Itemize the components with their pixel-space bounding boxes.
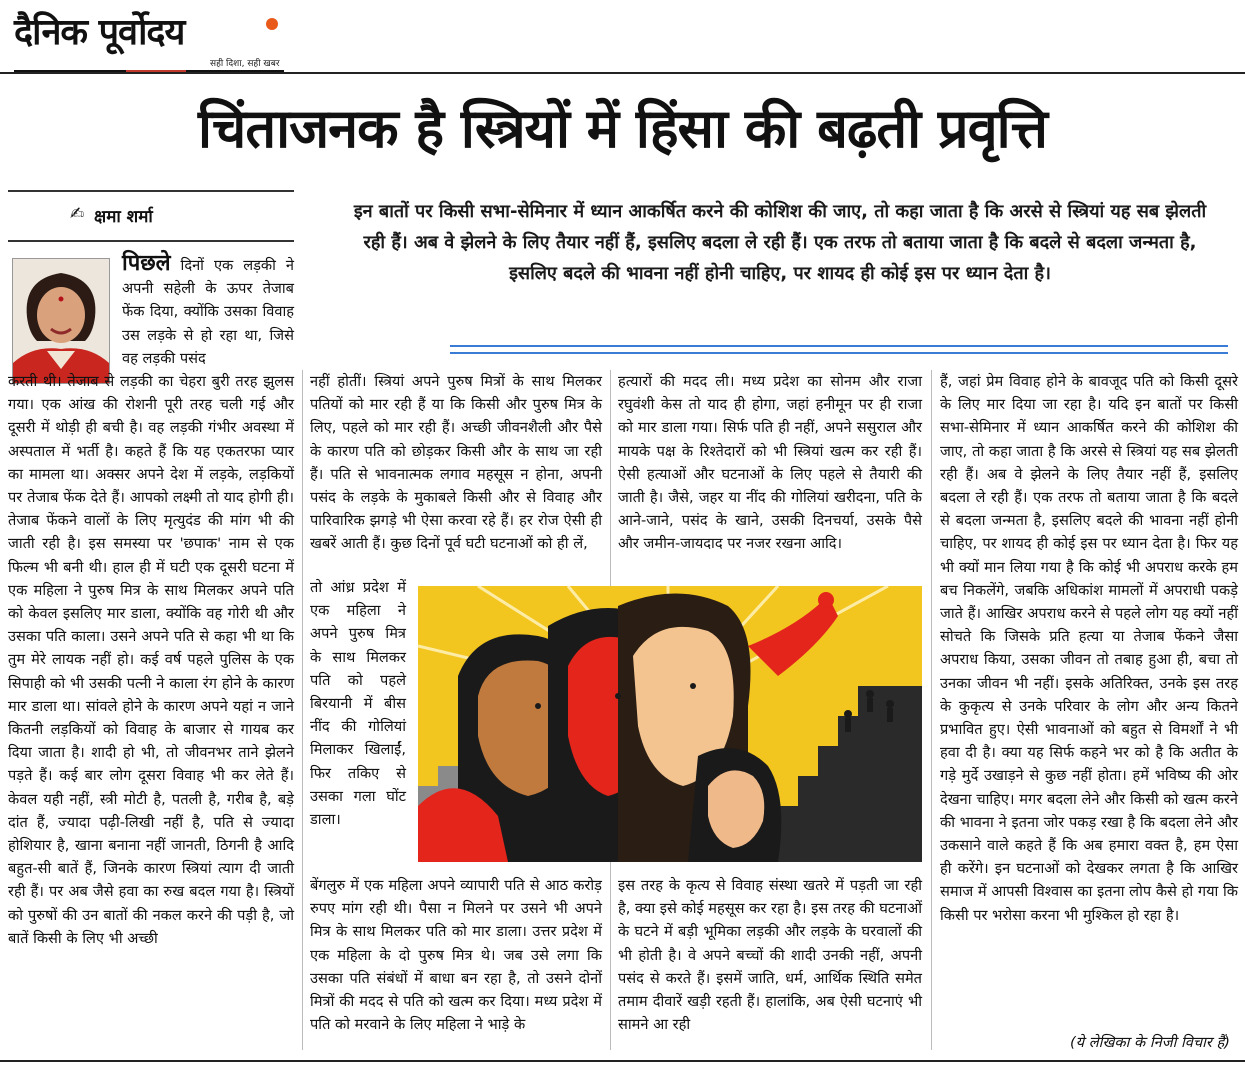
tagline: सही दिशा, सही खबर — [210, 59, 280, 69]
author-name: क्षमा शर्मा — [94, 207, 153, 227]
column-1-intro — [122, 252, 294, 370]
newspaper-logo: दैनिक पूर्वोदय — [14, 11, 185, 53]
column-divider — [931, 370, 932, 1050]
intro-text: दिनों एक लड़की ने अपनी सहेली के ऊपर तेजाब फेंक दिया, क्योंकि उसका विवाह उस लड़के से हो रहा था, जिसे वह लड़की पसंद — [122, 257, 294, 367]
paragraph: तो आंध्र प्रदेश में एक महिला ने अपने पुरुष मित्र के साथ मिलकर पति को पहले बिरयानी में बीस नींद की गोलियां मिलाकर खिलाईं, फिर तकिए से उसका गला घोंट डाला। — [310, 579, 406, 829]
column-2-bottom — [310, 874, 602, 1036]
logo-dot-icon — [266, 18, 278, 30]
paragraph: करती थी। तेजाब से लड़की का चेहरा बुरी तरह झुलस गया। एक आंख की रोशनी पूरी तरह चली गई और दूसरी में थोड़ी ही बची है। वह लड़की गंभीर अवस्था में अस्पताल में भर्ती है। कहते हैं कि यह एकतरफा प्यार का मामला था। अक्सर अपने देश में लड़के, लड़कियों पर तेजाब फेंक देते हैं। आपको लक्ष्मी तो याद होगी ही। तेजाब फेंकने वालों के लिए मृत्युदंड की मांग भी की जाती रही है। इस समस्या पर 'छपाक' नाम से एक फिल्म भी बनी थी। हाल ही में घटी एक दूसरी घटना में एक महिला ने पुरुष मित्र के साथ मिलकर अपने पति को केवल इसलिए मार डाला, क्योंकि वह गोरी थी और उसका पति काला। उसने अपने पति से कहा भी था कि तुम मेरे लायक नहीं हो। कई वर्ष पहले पुलिस के एक सिपाही को भी उसकी पत्नी ने काला रंग होने के कारण मार डाला था। सांवले होने के कारण अपने यहां न जाने कितनी लड़कियों को विवाह के बाजार से गायब कर दिया जाता है। शादी हो भी, तो जीवनभर ताने झेलने पड़ते हैं। कई बार लोग दूसरा विवाह भी कर लेते हैं। केवल यही नहीं, स्त्री मोटी है, पतली है, गरीब है, बड़े दांत हैं, ज्यादा पढ़ी-लिखी नहीं है, पति से ज्यादा होशियार है, खाना बनाना नहीं जानती, ठिगनी है आदि बहुत-सी बातें हैं, जिनके कारण स्त्रियां त्याग दी जाती रही हैं। पर अब जैसे हवा का रुख बदल गया है। स्त्रियों को पुरुषों की उन बातों की नकल करने की पड़ी है, जो बातें किसी के लिए भी अच्छी — [8, 373, 294, 947]
article-deck: इन बातों पर किसी सभा-सेमिनार में ध्यान आकर्षित करने की कोशिश की जाए, तो कहा जाता है कि अरसे से स्त्रियां यह सब झेलती रही हैं। अब वे झेलने के लिए तैयार नहीं हैं, इसलिए बदला ले रही हैं। एक तरफ तो बताया जाता है कि बदले से बदला जन्मता है, इसलिए बदले की भावना नहीं होनी चाहिए, पर शायद ही कोई इस पर ध्यान देता है। — [353, 201, 1207, 284]
column-2-side — [310, 576, 406, 831]
column-4 — [940, 370, 1238, 927]
column-1 — [8, 370, 294, 950]
column-3-bottom — [618, 874, 922, 1036]
masthead — [14, 10, 286, 74]
pen-icon: ✍ — [70, 204, 85, 224]
paragraph: बेंगलुरु में एक महिला अपने व्यापारी पति से आठ करोड़ रुपए मांग रही थी। पैसा न मिलने पर उसने भी अपने मित्र के साथ मिलकर पति को मार डाला। उत्तर प्रदेश में एक महिला के दो पुरुष मित्र थे। जब उसे लगा कि उसका पति संबंधों में बाधा बन रहा है, तो उसने दोनों मित्रों की मदद से पति को खत्म कर दिया। मध्य प्रदेश में पति को मरवाने के लिए महिला ने भाड़े के — [310, 877, 602, 1034]
dropcap-word: पिछले — [122, 251, 171, 276]
column-divider — [302, 370, 303, 1050]
bottom-divider — [0, 1060, 1245, 1062]
headline: चिंताजनक है स्त्रियों में हिंसा की बढ़ती प्रवृत्ति — [198, 96, 1047, 160]
paragraph: हत्यारों की मदद ली। मध्य प्रदेश का सोनम और राजा रघुवंशी केस तो याद ही होगा, जहां हनीमून पर ही राजा को मार डाला गया। सिर्फ पति ही नहीं, अपने ससुराल और मायके पक्ष के रिश्तेदारों को भी स्त्रियां खत्म कर रही हैं। ऐसी हत्याओं और घटनाओं के लिए पहले से तैयारी की जाती है। जैसे, जहर या नींद की गोलियां खरीदना, पति के आने-जाने, पसंद के खाने, उसकी दिनचर्या, उसके पैसे और जमीन-जायदाद पर नजर रखना आदि। — [618, 373, 922, 553]
paragraph: नहीं होतीं। स्त्रियां अपने पुरुष मित्रों के साथ मिलकर पतियों को मार रही हैं या कि किसी और पुरुष मित्र के लिए, पहले को मार रही हैं। अच्छी जीवनशैली और पैसे के कारण पति को छोड़कर किसी और के साथ जा रही हैं। पति से भावनात्मक लगाव महसूस न होना, अपनी पसंद के लड़के के मुकाबले किसी और से विवाह और पारिवारिक झगड़े भी ऐसा करवा रहे हैं। हर रोज ऐसी ही खबरें आती हैं। कुछ दिनों पूर्व घटी घटनाओं को ही लें, — [310, 373, 602, 553]
deck-rule — [450, 345, 1228, 347]
byline-box — [8, 190, 294, 242]
article-illustration — [418, 586, 922, 862]
top-divider — [0, 72, 1245, 74]
paragraph: हैं, जहां प्रेम विवाह होने के बावजूद पति को किसी दूसरे के लिए मार दिया जा रहा है। यदि इन बातों पर किसी सभा-सेमिनार में ध्यान आकर्षित करने की कोशिश की जाए, तो कहा जाता है कि अरसे से स्त्रियां यह सब झेलती रही हैं। अब वे झेलने के लिए तैयार नहीं हैं, इसलिए बदला ले रही हैं। एक तरफ तो बताया जाता है कि बदले से बदला जन्मता है, इसलिए बदले की भावना नहीं होनी चाहिए, पर शायद ही कोई इस पर ध्यान देता है। फिर यह भी क्यों मान लिया गया है कि कोई भी अपराध करके हम बच निकलेंगे, जबकि अधिकांश मामलों में अपराधी पकड़े जाते हैं। आखिर अपराध करने से पहले लोग यह क्यों नहीं सोचते कि जिसके प्रति हत्या या तेजाब फेंकने जैसा अपराध किया, उसका जीवन तो तबाह हुआ ही, बचा तो उनका जीवन भी नहीं। इसके अतिरिक्त, उनके इस तरह के कुकृत्य से उनके परिवार के लोग और अन्य कितने प्रभावित हुए। ऐसी भावनाओं को बहुत से विमर्शों ने भी हवा दी है। क्या यह सिर्फ कहने भर को है कि अतीत के गड़े मुर्दे उखाड़ने से कुछ नहीं होता। हमें भविष्य की ओर देखना चाहिए। मगर बदला लेने और किसी को खत्म करने की भावना ने इतना जोर पकड़ रखा है कि बदला लेने और उकसाने वाले कहते हैं कि अब हमारा वक्त है, हम ऐसा ही करेंगे। इन घटनाओं को देखकर लगता है कि आखिर समाज में आपसी विश्वास का इतना लोप कैसे हो गया कि किसी पर भरोसा करना भी मुश्किल हो रहा है। — [940, 373, 1238, 924]
column-2 — [310, 370, 602, 556]
disclaimer-note: (ये लेखिका के निजी विचार हैं) — [1069, 1034, 1230, 1051]
paragraph: इस तरह के कृत्य से विवाह संस्था खतरे में पड़ती जा रही है, क्या इसे कोई महसूस कर रहा है। इस तरह की घटनाओं के घटने में बड़ी भूमिका लड़की और लड़के के घरवालों की भी होती है। वे अपने बच्चों की शादी उनकी नहीं, अपनी पसंद से करते हैं। इसमें जाति, धर्म, आर्थिक स्थिति समेत तमाम दीवारें खड़ी रहती हैं। हालांकि, अब ऐसी घटनाएं भी सामने आ रही — [618, 877, 922, 1034]
column-3 — [618, 370, 922, 556]
author-photo — [12, 258, 110, 384]
deck-rule-secondary — [450, 352, 1228, 354]
